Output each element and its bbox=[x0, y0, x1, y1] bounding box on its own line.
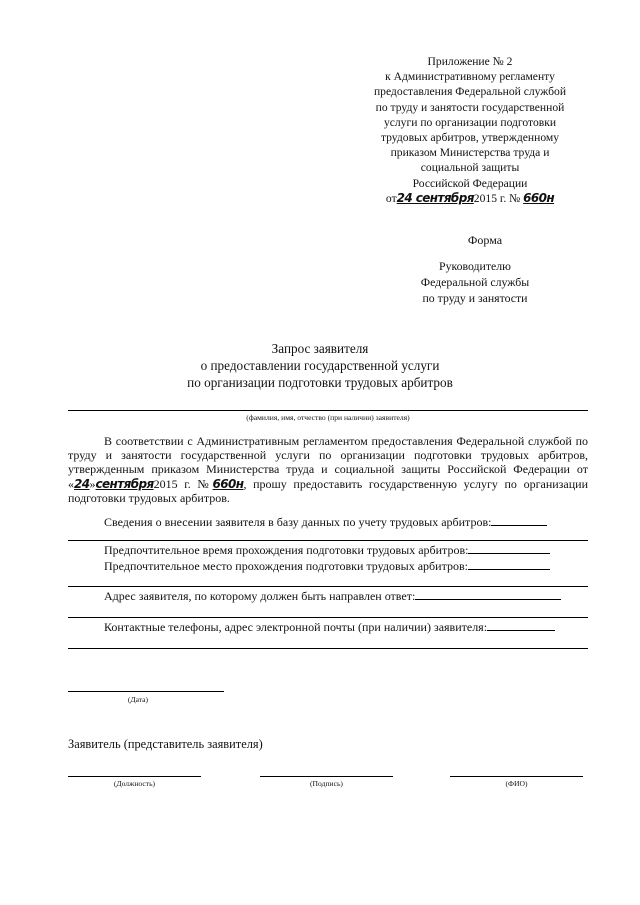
fio-line[interactable] bbox=[450, 776, 583, 777]
form-label: Форма bbox=[467, 233, 503, 247]
appendix-date-handwritten: 24 сентября bbox=[396, 190, 474, 205]
request-paragraph bbox=[68, 434, 588, 505]
pref-place-field bbox=[104, 559, 550, 574]
address-input[interactable] bbox=[415, 589, 561, 600]
pref-time-input[interactable] bbox=[468, 543, 550, 554]
appendix-line: социальной защиты bbox=[420, 161, 520, 175]
appendix-line: Приложение № 2 bbox=[427, 55, 513, 68]
applicant-name-caption: (фамилия, имя, отчество (при наличии) заявителя) bbox=[246, 413, 410, 422]
address-label: Адрес заявителя, по которому должен быть направлен ответ: bbox=[104, 589, 416, 603]
title-line: Запрос заявителя bbox=[271, 341, 369, 356]
signature-caption: (Подпись) bbox=[310, 779, 343, 788]
appendix-line: услуги по организации подготовки bbox=[383, 115, 557, 129]
paragraph-number-handwritten: 660н bbox=[212, 476, 244, 491]
pref-place-label: Предпочтительное место прохождения подготовки трудовых арбитров: bbox=[104, 559, 468, 573]
addressee-line: по труду и занятости bbox=[422, 291, 528, 305]
paragraph-month-handwritten: сентября bbox=[95, 476, 154, 491]
addressee-line: Федеральной службы bbox=[420, 275, 530, 289]
position-caption: (Должность) bbox=[113, 779, 156, 788]
title-line: по организации подготовки трудовых арбитров bbox=[187, 375, 453, 390]
paragraph-text-3: 2015 г. № bbox=[153, 476, 213, 491]
appendix-line: по труду и занятости государственной bbox=[375, 100, 565, 114]
title-line: о предоставлении государственной услуги bbox=[200, 358, 440, 373]
database-label: Сведения о внесении заявителя в базу данных по учету трудовых арбитров: bbox=[104, 515, 492, 529]
applicant-label: Заявитель (представитель заявителя) bbox=[68, 737, 263, 751]
paragraph-day-handwritten: 24 bbox=[74, 476, 90, 491]
pref-place-line[interactable] bbox=[68, 586, 588, 587]
applicant-name-line[interactable] bbox=[68, 410, 588, 411]
addressee-line: Руководителю bbox=[439, 259, 511, 273]
appendix-date-line bbox=[365, 191, 575, 206]
contacts-field bbox=[104, 620, 555, 635]
pref-time-label: Предпочтительное время прохождения подготовки трудовых арбитров: bbox=[104, 543, 469, 557]
contacts-line[interactable] bbox=[68, 648, 588, 649]
appendix-date-prefix: от bbox=[385, 191, 397, 205]
signature-line[interactable] bbox=[260, 776, 393, 777]
position-line[interactable] bbox=[68, 776, 201, 777]
addressee-block bbox=[400, 258, 550, 306]
fio-caption: (ФИО) bbox=[505, 779, 528, 788]
appendix-line: предоставления Федеральной службой bbox=[373, 85, 567, 99]
pref-time-field bbox=[104, 543, 550, 558]
appendix-number-handwritten: 660н bbox=[523, 190, 555, 205]
paragraph-text-4: , прошу предоставить государственную услугу по организации подготовки трудовых арбитров. bbox=[68, 476, 588, 505]
appendix-line: трудовых арбитров, утвержденному bbox=[380, 131, 560, 145]
address-field bbox=[104, 589, 561, 604]
database-input[interactable] bbox=[491, 515, 547, 526]
document-title bbox=[120, 340, 520, 391]
database-field bbox=[104, 515, 547, 530]
appendix-line: Российской Федерации bbox=[412, 176, 528, 190]
appendix-block bbox=[365, 54, 575, 206]
address-line[interactable] bbox=[68, 617, 588, 618]
appendix-line: к Административному регламенту bbox=[385, 70, 555, 84]
contacts-input[interactable] bbox=[487, 620, 555, 631]
appendix-line: приказом Министерства труда и bbox=[390, 146, 550, 160]
appendix-year: 2015 г. № bbox=[473, 191, 521, 205]
date-line[interactable] bbox=[68, 691, 224, 692]
contacts-label: Контактные телефоны, адрес электронной почты (при наличии) заявителя: bbox=[104, 620, 488, 634]
database-line[interactable] bbox=[68, 540, 588, 541]
paragraph-text-1: В соответствии с Административным регламентом предоставления Федеральной службой по труду и занятости государственной услуги по организации подготовки трудовых арбитров, утвержденным приказом Министерства труда и социальной защиты Российской Федерации от « bbox=[68, 434, 588, 491]
pref-place-input[interactable] bbox=[468, 559, 550, 570]
date-caption: (Дата) bbox=[127, 695, 149, 704]
paragraph-text-2: » bbox=[89, 476, 96, 491]
